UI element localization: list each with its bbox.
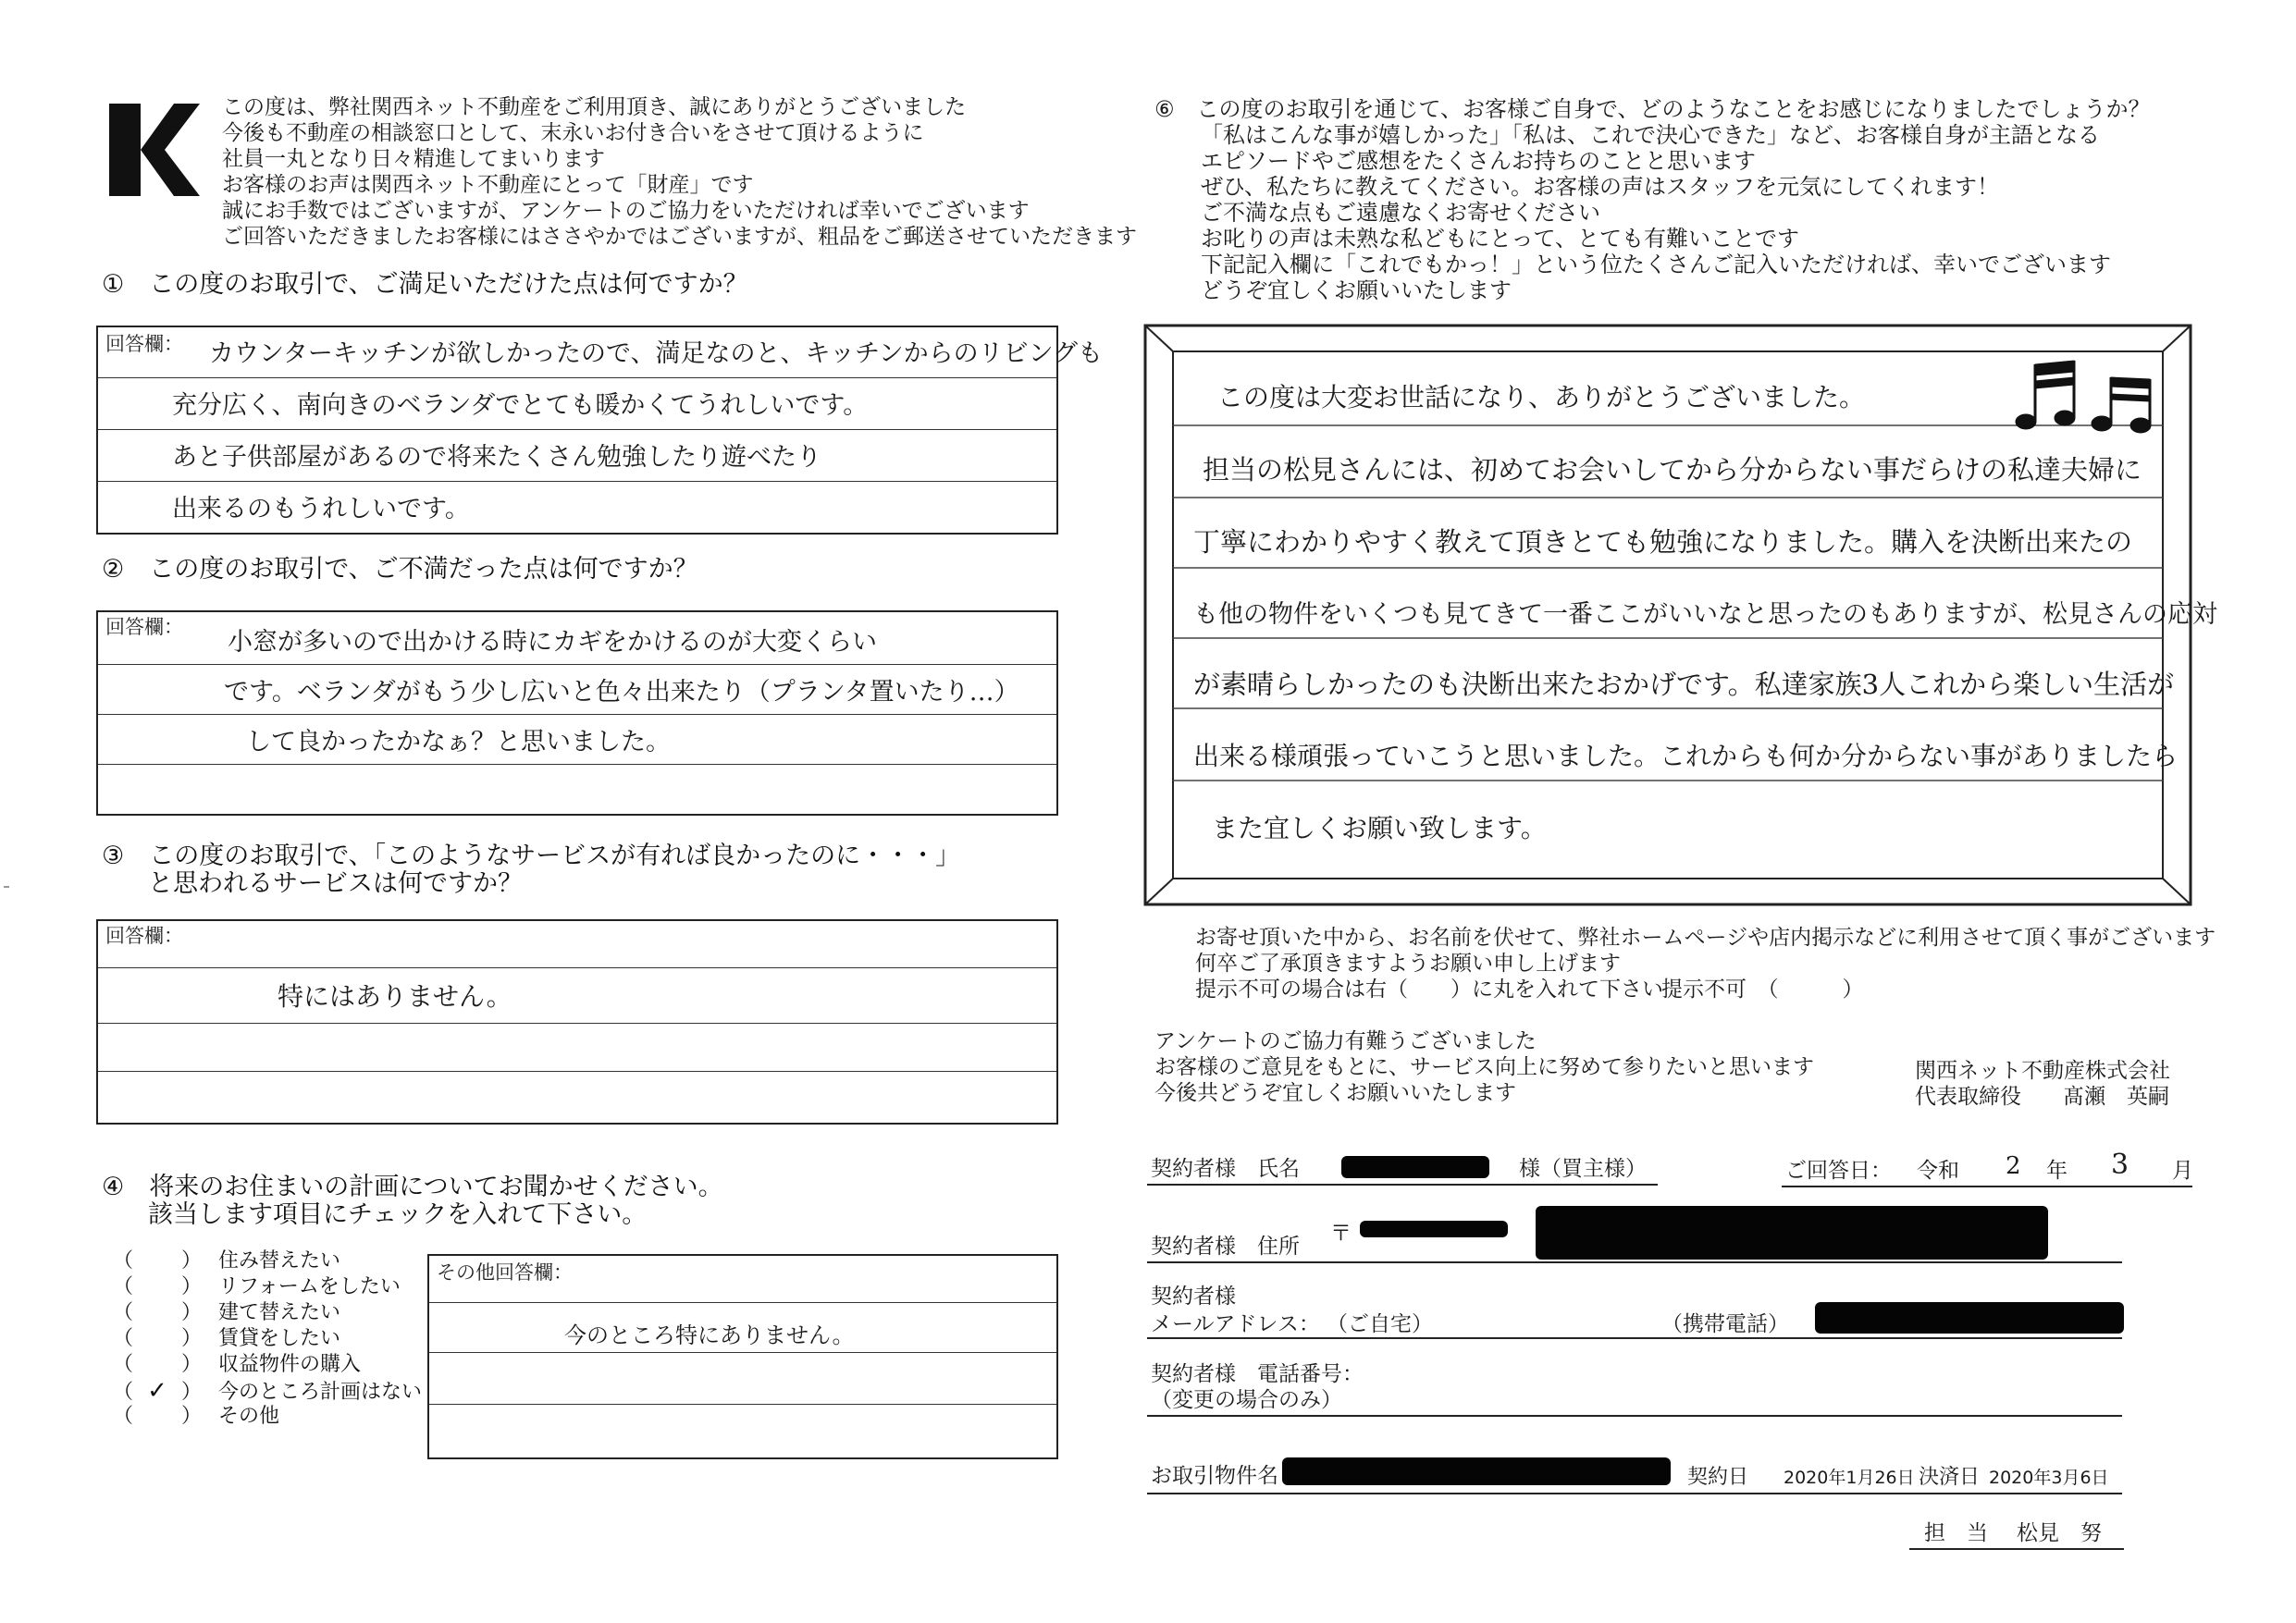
handwritten-answer: 出来るのもうれしいです。: [172, 495, 470, 523]
intro-line: 誠にお手数ではございますが、アンケートのご協力をいただければ幸いでございます: [222, 199, 1030, 223]
representative-name: 髙瀬 英嗣: [2063, 1085, 2169, 1109]
intro-line: お客様のお声は関西ネット不動産にとって「財産」です: [222, 173, 754, 197]
question-6-line: ぜひ、私たちに教えてください。お客様の声はスタッフを元気にしてくれます！: [1201, 174, 2000, 200]
property-label: お取引物件名: [1151, 1464, 1278, 1488]
settlement-date-label: 決済日: [1919, 1466, 1981, 1489]
company-name: 関西ネット不動産株式会社: [1915, 1059, 2170, 1083]
staff-label: 担 当: [1924, 1521, 1988, 1545]
plan-option-label: 建て替えたい: [218, 1301, 341, 1324]
contract-date: 2020年1月26日: [1784, 1468, 1915, 1488]
plan-option-label: 賃貸をしたい: [218, 1327, 341, 1350]
handwritten-answer: して良かったかなぁ？と思いました。: [246, 728, 671, 756]
plan-option-label: その他: [218, 1405, 280, 1428]
month-unit: 月: [2172, 1159, 2193, 1183]
company-logo: [109, 104, 200, 196]
notice-line: お寄せ頂いた中から、お名前を伏せて、弊社ホームページや店内掲示などに利用させて頂く事がございます: [1195, 926, 2216, 950]
era: 令和: [1917, 1159, 1959, 1183]
answer-label: 回答欄：: [105, 925, 183, 947]
question-1: ① この度のお取引で、ご満足いただけた点は何ですか？: [102, 270, 748, 299]
check-mark: ✓: [147, 1377, 167, 1405]
redacted-phone: [1815, 1302, 2124, 1334]
question-6-line: どうぞ宜しくお願いいたします: [1201, 277, 1512, 303]
question-6-line: 下記記入欄に「これでもかっ！」という位たくさんご記入いただければ、幸いでございます: [1201, 252, 2111, 277]
address-label: 契約者様 住所: [1151, 1235, 1300, 1259]
plan-option[interactable]: （ ） 住み替えたい: [113, 1249, 341, 1273]
handwritten-answer: 充分広く、南向きのベランダでとても暖かくてうれしいです。: [172, 391, 869, 420]
thanks-line: 今後共どうぞ宜しくお願いいたします: [1154, 1081, 1516, 1105]
redacted-property: [1282, 1457, 1671, 1485]
handwritten-answer: この度は大変お世話になり、ありがとうございました。: [1217, 382, 1866, 412]
answer-box-2: [96, 610, 1058, 816]
reply-date-label: ご回答日：: [1785, 1159, 1892, 1183]
music-notes-icon: [2013, 357, 2170, 436]
handwritten-answer: です。ベランダがもう少し広いと色々出来たり（プランタ置いたり…）: [224, 678, 1019, 707]
plan-option[interactable]: （ ✓ ） 今のところ計画はない: [113, 1377, 423, 1405]
redacted-name: [1341, 1156, 1489, 1178]
settlement-date: 2020年3月6日: [1989, 1468, 2109, 1488]
home-label: （ご自宅）: [1327, 1312, 1433, 1336]
no-publish-field[interactable]: 提示不可 （ ）: [1661, 977, 1864, 1002]
handwritten-answer: あと子供部屋があるので将来たくさん勉強したり遊べたり: [172, 443, 821, 472]
answer-label: 回答欄：: [105, 333, 183, 355]
mobile-label: （携帯電話）: [1661, 1312, 1789, 1336]
answer-label: 回答欄：: [105, 616, 183, 638]
other-answer-box: [427, 1254, 1058, 1459]
plan-option-label: リフォームをしたい: [218, 1275, 401, 1298]
handwritten-answer: 丁寧にわかりやすく教えて頂きとても勉強になりました。購入を決断出来たの: [1193, 526, 2133, 558]
plan-option-label: 今のところ計画はない: [218, 1381, 423, 1404]
question-3: ③ この度のお取引で、「このようなサービスが有れば良かったのに・・・」: [102, 842, 961, 870]
intro-line: この度は、弊社関西ネット不動産をご利用頂き、誠にありがとうございました: [222, 95, 967, 119]
question-3-continued: と思われるサービスは何ですか？: [148, 869, 523, 898]
question-6-line: ご不満な点もご遠慮なくお寄せください: [1201, 200, 1600, 226]
handwritten-answer: 小窓が多いので出かける時にカギをかけるのが大変くらい: [228, 628, 877, 657]
notice-line: 何卒ご了承頂きますようお願い申し上げます: [1195, 952, 1621, 976]
staff-name: 松見 努: [2017, 1521, 2102, 1545]
handwritten-answer: 特にはありません。: [278, 981, 512, 1012]
question-6-line: ⑥ この度のお取引を通じて、お客様ご自身で、どのようなことをお感じになりましたでしょうか？: [1154, 96, 2151, 122]
redacted-address: [1536, 1206, 2048, 1260]
thanks-line: お客様のご意見をもとに、サービス向上に努めて参りたいと思います: [1154, 1055, 1814, 1079]
intro-line: 今後も不動産の相談窓口として、末永いお付き合いをさせて頂けるように: [222, 121, 924, 145]
handwritten-answer: 出来る様頑張っていこうと思いました。これからも何か分からない事がありましたら: [1193, 741, 2179, 771]
plan-option[interactable]: （ ） リフォームをしたい: [113, 1275, 401, 1298]
other-answer-label: その他回答欄：: [437, 1261, 573, 1284]
question-6-line: 「私はこんな事が嬉しかった」「私は、これで決心できた」など、お客様自身が主語となる: [1201, 122, 2100, 148]
reply-year[interactable]: 2: [2006, 1152, 2021, 1180]
reply-month[interactable]: 3: [2111, 1149, 2129, 1181]
email-label: 契約者様: [1151, 1285, 1236, 1309]
plan-option[interactable]: （ ） 収益物件の購入: [113, 1353, 362, 1376]
question-6-line: お叱りの声は未熟な私どもにとって、とても有難いことです: [1201, 226, 1800, 252]
handwritten-answer: が素晴らしかったのも決断出来たおかげです。私達家族3人これから楽しい生活が: [1193, 669, 2175, 700]
phone-label: 契約者様 電話番号：: [1151, 1362, 1364, 1386]
plan-option[interactable]: （ ） 賃貸をしたい: [113, 1327, 341, 1350]
plan-option[interactable]: （ ） その他: [113, 1405, 280, 1428]
handwritten-answer: 担当の松見さんには、初めてお会いしてから分からない事だらけの私達夫婦に: [1203, 454, 2142, 486]
plan-option[interactable]: （ ） 建て替えたい: [113, 1301, 341, 1324]
thanks-line: アンケートのご協力有難うございました: [1154, 1029, 1537, 1053]
redacted-postal: [1360, 1221, 1508, 1237]
phone-note: （変更の場合のみ）: [1151, 1388, 1342, 1412]
scan-mark: [4, 886, 9, 888]
intro-line: 社員一丸となり日々精進してまいります: [222, 147, 605, 171]
contract-date-label: 契約日: [1687, 1466, 1749, 1489]
year-unit: 年: [2046, 1159, 2068, 1183]
handwritten-answer: また宜しくお願い致します。: [1212, 813, 1547, 843]
intro-line: ご回答いただきましたお客様にはささやかではございますが、粗品をご郵送させていただきます: [222, 225, 1137, 249]
question-6-line: エピソードやご感想をたくさんお持ちのことと思います: [1201, 148, 1756, 174]
plan-option-label: 住み替えたい: [218, 1249, 341, 1273]
email-label-2: メールアドレス：: [1151, 1312, 1320, 1336]
name-label: 契約者様 氏名: [1151, 1157, 1300, 1181]
handwritten-answer: も他の物件をいくつも見てきて一番ここがいいなと思ったのもありますが、松見さんの応対: [1193, 600, 2217, 629]
handwritten-answer: 今のところ特にありません。: [564, 1322, 855, 1348]
notice-line: 提示不可の場合は右（ ）に丸を入れて下さい: [1195, 977, 1663, 1002]
question-4: ④ 将来のお住まいの計画についてお聞かせください。: [102, 1173, 723, 1201]
handwritten-answer: カウンターキッチンが欲しかったので、満足なのと、キッチンからのリビングも: [209, 339, 1104, 368]
answer-box-3: [96, 919, 1058, 1125]
answer-box-1: [96, 326, 1104, 535]
postal-mark: 〒: [1330, 1222, 1352, 1246]
name-suffix: 様（買主様）: [1519, 1157, 1647, 1181]
plan-option-label: 収益物件の購入: [218, 1353, 362, 1376]
representative-title: 代表取締役: [1915, 1085, 2021, 1109]
question-4-continued: 該当します項目にチェックを入れて下さい。: [148, 1200, 648, 1229]
question-2: ② この度のお取引で、ご不満だった点は何ですか？: [102, 555, 698, 584]
